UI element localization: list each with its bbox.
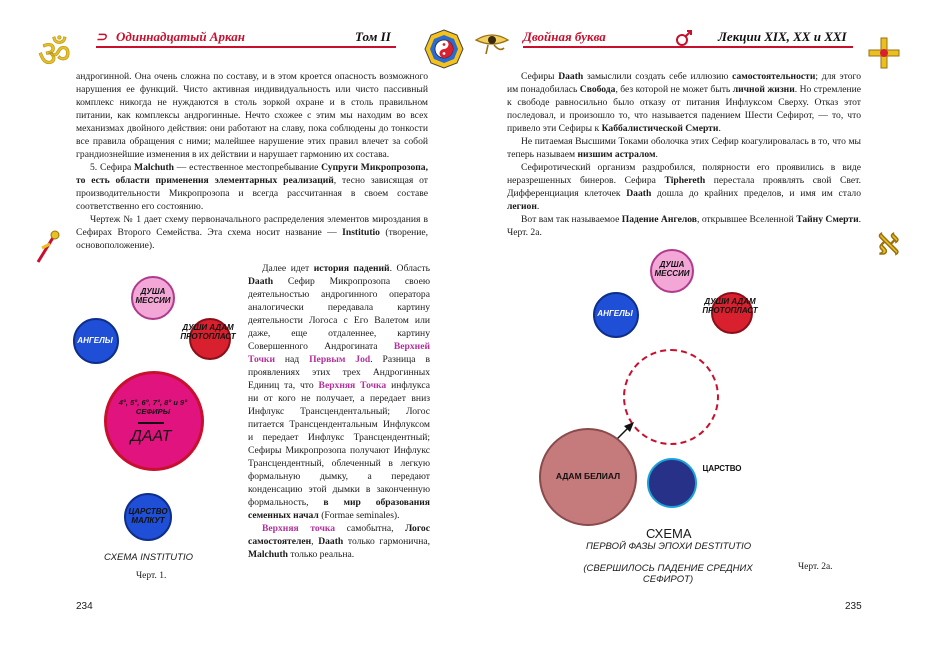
left-page-number: 234 bbox=[76, 601, 93, 612]
right-paragraph-2: Не питаемая Высшими Токами оболочка этих Сефир коагулировалась в то, что мы теперь называем низшим астралом. bbox=[507, 136, 861, 160]
right-paragraph-1: Сефиры Daath замыслили создать себе иллюзию самостоятельности; для этого им понадобилась Свобода, без которой не может быть личной жизни. Но стремление к свободе равносильно было отказу от питания Инфлуксом Сверху. Отказ этот последовал, и произошло то, что называется падением Шести Сефирот, — то, что привело эти Сефиры к Каббалистической Смерти. bbox=[507, 71, 862, 134]
circle-daat bbox=[104, 371, 204, 471]
side-paragraph: Далее идет история падений. Область Daath Сефир Микропрозопа своею деятельностью андрогинного оператора аналогически передавала картину деятельности Логоса с Его Валетом или даже, еще отдаленнее, картину Совершенного Андрогината Верхней Точки над Первым Jod. Разница в проявлениях этих трех Андрогинных Единиц та, что Верхняя Точка инфлукса ни от кого не получает, а передает вниз Инфлукс Трансцендентальный; Логос питается Трансцендентальным Инфлуксом и передает Инфлукс Трансцендентный; Сефиры Микропрозопа получают Инфлукс Трансцендентный, облеченный в легкую формальную дымку, а передают конденсацию этой дымки в законченную формальность, в мир образования семенных начал (Formae seminales). bbox=[248, 263, 431, 521]
right-page-number: 235 bbox=[845, 601, 862, 612]
scheme-subtitle: ПЕРВОЙ ФАЗЫ ЭПОХИ DESTITUTIO bbox=[586, 541, 752, 552]
left-paragraph-2: 5. Сефира Malchuth — естественное местопребывание Супруги Микропрозопа, то есть области применения элементарных реализаций, тесно зависящая от производительности Микропрозопа и всегда рассчитанная в своем составе соответственно его состоянию. bbox=[76, 162, 428, 212]
header-lectures: Лекции XIX, XX и XXI bbox=[718, 29, 847, 44]
label-kingdom-2: ЦАРСТВО bbox=[702, 464, 742, 473]
arcana-symbol: ⊃ bbox=[96, 29, 107, 44]
circle-kingdom-2 bbox=[647, 458, 697, 508]
label-soul-messiah: ДУША МЕССИИ bbox=[135, 287, 171, 305]
daat-divider bbox=[138, 422, 164, 424]
label-soul-messiah-2: ДУША МЕССИИ bbox=[654, 260, 690, 278]
wand-icon bbox=[34, 230, 60, 266]
label-kingdom: ЦАРСТВО МАЛКУТ bbox=[128, 507, 168, 525]
right-text-block bbox=[507, 70, 861, 239]
left-paragraph-1: андрогинной. Она очень сложна по составу, и в этом кроется опасность возможного нарушения ее функций. Чисто активная индивидуальность или чисто пассивный комплекс никогда не нуждаются в столь зоркой охране и в столь правильном питании, как комплексы андрогинные. Нечто схожее с этим мы находим во всех механизмах двойного действия: они работают на славу, пока соблюдены до тонкости все правила обращения с ними; малейшее нарушение этих правил влечет за собой грандиознейшие изменения в их действии и нарушает гармонию их состава. bbox=[76, 71, 428, 160]
left-paragraph-3: Чертеж № 1 дает схему первоначального распределения элементов мироздания в Сефирах Второго Семейства. Эта схема носит название — Institutio (творение, основоположение). bbox=[76, 214, 428, 251]
header-arcana-title: Одиннадцатый Аркан bbox=[116, 29, 245, 44]
bagua-yin-yang-icon bbox=[424, 29, 464, 69]
label-adam-belial: АДАМ БЕЛИАЛ bbox=[555, 471, 621, 481]
left-side-column bbox=[248, 262, 430, 561]
right-paragraph-3: Сефиротический организм раздробился, полярности его проявились в виде неразрешенных бинеров. Сефира Tiphereth перестала проявлять свой Свет. Дифференциация клеточек Daath дошла до крайних пределов, и имя им стало легион. bbox=[507, 162, 861, 212]
header-double-letter: Двойная буква bbox=[523, 29, 606, 44]
side-paragraph-last: Верхняя точка самобытна, Логос самостоятелен, Daath только гармонична, Malchuth только реальна. bbox=[248, 523, 430, 560]
hebrew-glyph-icon bbox=[876, 228, 904, 258]
label-angels: АНГЕЛЫ bbox=[77, 336, 113, 345]
eye-of-horus-icon bbox=[474, 30, 510, 56]
cross-icon bbox=[867, 36, 901, 70]
scheme-title: СХЕМА bbox=[646, 526, 692, 541]
left-text-block bbox=[76, 70, 428, 252]
left-diagram-caption: СХЕМА INSTITUTIO bbox=[104, 552, 193, 563]
scheme-note: (СВЕРШИЛОСЬ ПАДЕНИЕ СРЕДНИХ СЕФИРОТ) bbox=[583, 563, 753, 585]
label-sephiroth: 4°, 5°, 6°, 7°, 8° и 9° СЕФИРЫ bbox=[118, 398, 188, 416]
label-souls-adam: ДУШИ АДАМ ПРОТОПЛАСТ bbox=[180, 323, 236, 341]
left-drawing-label: Черт. 1. bbox=[136, 571, 167, 581]
header-volume: Том II bbox=[355, 29, 391, 44]
label-angels-2: АНГЕЛЫ bbox=[597, 309, 633, 318]
svg-text:ॐ: ॐ bbox=[38, 34, 71, 72]
right-drawing-label: Черт. 2а. bbox=[798, 562, 833, 572]
svg-text:ℵ: ℵ bbox=[878, 228, 899, 258]
header-rule-right bbox=[523, 46, 853, 48]
header-rule-left bbox=[96, 46, 396, 48]
label-daat: ДААТ bbox=[130, 428, 172, 445]
om-symbol-icon bbox=[36, 34, 80, 72]
label-souls-adam-2: ДУШИ АДАМ ПРОТОПЛАСТ bbox=[702, 297, 758, 315]
right-paragraph-4: Вот вам так называемое Падение Ангелов, открывшее Вселенной Тайну Смерти. Черт. 2а. bbox=[507, 214, 862, 238]
